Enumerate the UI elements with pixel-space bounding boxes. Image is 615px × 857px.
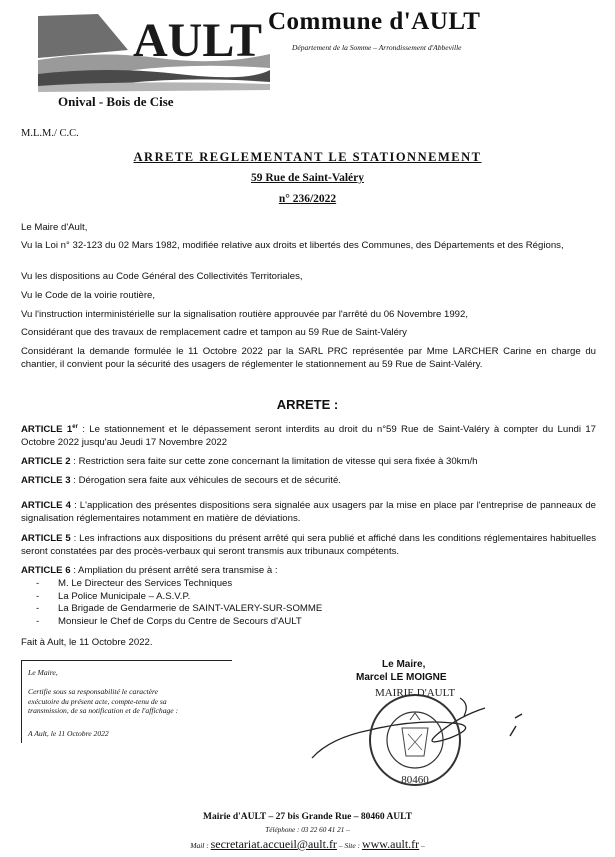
article-text: : L'application des présentes dispositions sera signalée aux usagers par la mise en place par l'entreprise de panneaux de signalisation réglementaires notamment en matière de déviations.	[21, 500, 596, 524]
preamble-line: Vu les dispositions au Code Général des Collectivités Territoriales,	[21, 271, 303, 282]
mail-link[interactable]: secretariat.accueil@ault.fr	[210, 837, 337, 851]
certify-line: exécutoire du présent acte, compte-tenu de sa	[28, 696, 167, 706]
site-link[interactable]: www.ault.fr	[361, 837, 420, 851]
preamble-line: Le Maire d'Ault,	[21, 222, 88, 233]
article-1	[21, 421, 596, 449]
logo-subtitle: Onival - Bois de Cise	[58, 94, 174, 109]
reference: M.L.M./ C.C.	[21, 128, 79, 139]
recipients-list	[36, 578, 322, 628]
list-item: - M. Le Directeur des Services Techniques	[36, 578, 322, 591]
signatory-name: Marcel LE MOIGNE	[356, 672, 447, 683]
list-item: - Monsieur le Chef de Corps du Centre de Secours d'AULT	[36, 616, 322, 629]
document-number: n° 236/2022	[278, 193, 337, 205]
article-label: ARTICLE 6	[21, 565, 71, 576]
footer-address: Mairie d'AULT – 27 bis Grande Rue – 80460 AULT	[203, 812, 412, 822]
stamp-top-text: MAIRIE D'AULT	[374, 687, 456, 699]
logo-text: AULT	[133, 14, 262, 67]
mail-label: Mail :	[190, 841, 209, 850]
article-label: ARTICLE 1er	[21, 424, 78, 436]
site-label: – Site :	[338, 841, 361, 850]
footer-contact	[0, 837, 615, 852]
article-6	[21, 565, 596, 578]
stamp-bottom-text: 80460	[401, 774, 429, 786]
list-item: - La Police Municipale – A.S.V.P.	[36, 591, 322, 604]
article-label: ARTICLE 5	[21, 533, 71, 544]
preamble-line: Vu l'instruction interministérielle sur la signalisation routière approuvée par l'arrêté du 06 Novembre 1992,	[21, 309, 468, 320]
article-text: : Dérogation sera faite aux véhicules de secours et de sécurité.	[73, 475, 341, 486]
preamble-line: Considérant la demande formulée le 11 Octobre 2022 par la SARL PRC représentée par Mme LARCHER Carine en charge du chantier, il convient pour la sécurité des usagers de réglementer le stationnement au 59 Rue de Saint-Valéry.	[21, 346, 596, 370]
article-text: : Ampliation du présent arrêté sera transmise à :	[73, 565, 278, 576]
footer-end: –	[421, 841, 425, 850]
certify-date: A Ault, le 11 Octobre 2022	[28, 729, 109, 738]
article-text: : Restriction sera faite sur cette zone concernant la limitation de vitesse qui sera fixée à 30km/h	[73, 456, 478, 467]
document-subtitle: 59 Rue de Saint-Valéry	[251, 172, 364, 184]
article-label: ARTICLE 3	[21, 475, 71, 486]
mairie-stamp	[370, 687, 460, 786]
done-at: Fait à Ault, le 11 Octobre 2022.	[21, 637, 153, 648]
article-3	[21, 475, 596, 488]
article-text: : Les infractions aux dispositions du présent arrêté qui sera publié et affiché dans les conditions réglementaires habituelles seront constatées par des procès-verbaux qui seront transmis aux tribunaux compétents.	[21, 533, 596, 557]
signatory-title: Le Maire,	[382, 659, 426, 670]
list-item: - La Brigade de Gendarmerie de SAINT-VALERY-SUR-SOMME	[36, 603, 322, 616]
preamble-line: Vu le Code de la voirie routière,	[21, 290, 156, 301]
preamble-line: Vu la Loi n° 32-123 du 02 Mars 1982, modifiée relative aux droits et libertés des Communes, des Départements et des Régions,	[21, 240, 564, 251]
certify-title: Le Maire,	[28, 668, 58, 677]
article-4	[21, 500, 596, 525]
article-label: ARTICLE 4	[21, 500, 71, 511]
article-2	[21, 456, 596, 469]
arrete-heading: ARRETE :	[276, 397, 339, 412]
article-label: ARTICLE 2	[21, 456, 71, 467]
certify-line: Certifie sous sa responsabilité le caractère	[28, 687, 158, 696]
preamble-line: Considérant que des travaux de remplacement cadre et tampon au 59 Rue de Saint-Valéry	[21, 327, 407, 338]
commune-subtitle: Département de la Somme – Arrondissement d'Abbeville	[292, 43, 462, 52]
commune-title: Commune d'AULT	[268, 8, 481, 35]
footer-phone: Téléphone : 03 22 60 41 21 –	[265, 826, 350, 834]
article-text: : Le stationnement et le dépassement seront interdits au droit du n°59 Rue de Saint-Valéry à compter du Lundi 17 Octobre 2022 jusqu'au Jeudi 17 Novembre 2022	[21, 424, 596, 448]
ault-logo	[38, 10, 278, 110]
certification-box	[21, 660, 232, 743]
article-5	[21, 533, 596, 558]
document-title: ARRETE REGLEMENTANT LE STATIONNEMENT	[133, 150, 482, 164]
certify-line: transmission, de sa notification et de l'affichage :	[28, 706, 179, 715]
signature-and-stamp	[310, 668, 530, 793]
